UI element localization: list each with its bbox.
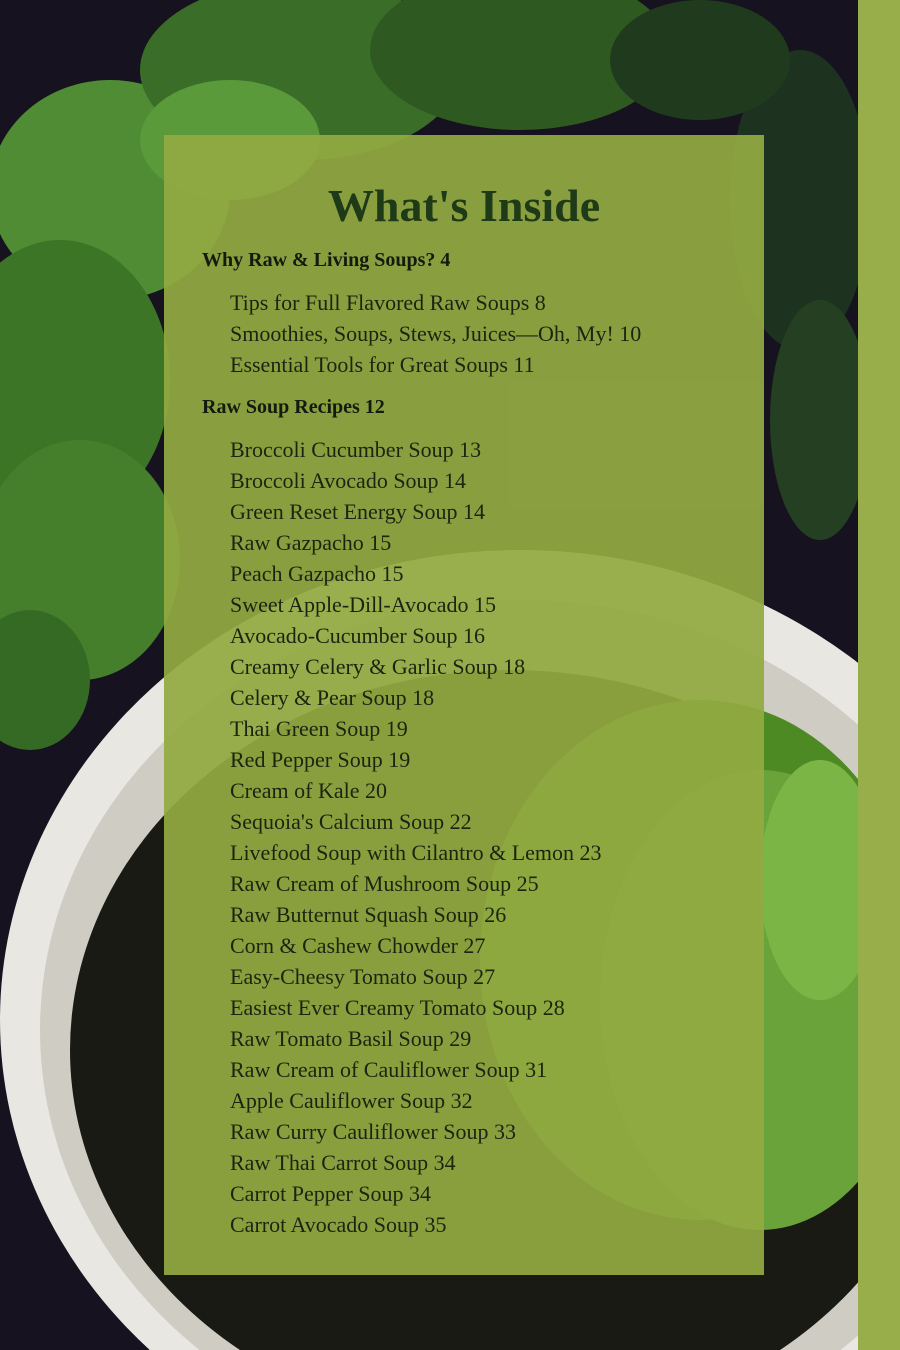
toc-entry: Broccoli Cucumber Soup 13 <box>230 437 482 462</box>
toc-entry: Easy-Cheesy Tomato Soup 27 <box>230 964 496 989</box>
toc-entry: Easiest Ever Creamy Tomato Soup 28 <box>230 995 565 1020</box>
toc-entry: Corn & Cashew Chowder 27 <box>230 933 486 958</box>
toc-entry: Smoothies, Soups, Stews, Juices—Oh, My! 10 <box>230 321 642 346</box>
toc-entry: Carrot Avocado Soup 35 <box>230 1212 447 1237</box>
toc-entry: Raw Thai Carrot Soup 34 <box>230 1150 456 1175</box>
section-heading-intro: Why Raw & Living Soups? 4 <box>202 249 451 271</box>
toc-entry: Raw Butternut Squash Soup 26 <box>230 902 507 927</box>
side-stripe <box>858 0 900 1350</box>
toc-entry: Thai Green Soup 19 <box>230 716 408 741</box>
toc-entry: Raw Cream of Cauliflower Soup 31 <box>230 1057 548 1082</box>
toc-entry: Apple Cauliflower Soup 32 <box>230 1088 473 1113</box>
toc-entry: Raw Curry Cauliflower Soup 33 <box>230 1119 516 1144</box>
toc-entry: Raw Tomato Basil Soup 29 <box>230 1026 472 1051</box>
toc-entry: Broccoli Avocado Soup 14 <box>230 468 467 493</box>
toc-entry: Sweet Apple-Dill-Avocado 15 <box>230 592 496 617</box>
contents-panel <box>164 135 764 1275</box>
toc-entry: Livefood Soup with Cilantro & Lemon 23 <box>230 840 602 865</box>
page-title: What's Inside <box>327 180 601 231</box>
toc-entry: Avocado-Cucumber Soup 16 <box>230 623 485 648</box>
toc-entry: Raw Gazpacho 15 <box>230 530 392 555</box>
toc-entry: Tips for Full Flavored Raw Soups 8 <box>230 290 546 315</box>
toc-entry: Essential Tools for Great Soups 11 <box>230 352 535 377</box>
section-heading-recipes: Raw Soup Recipes 12 <box>202 396 385 418</box>
recipe-entries <box>230 434 602 1240</box>
intro-entries <box>230 287 641 380</box>
toc-entry: Creamy Celery & Garlic Soup 18 <box>230 654 526 679</box>
toc-entry: Raw Cream of Mushroom Soup 25 <box>230 871 539 896</box>
toc-entry: Cream of Kale 20 <box>230 778 387 803</box>
toc-entry: Peach Gazpacho 15 <box>230 561 404 586</box>
toc-entry: Sequoia's Calcium Soup 22 <box>230 809 472 834</box>
toc-entry: Celery & Pear Soup 18 <box>230 685 435 710</box>
toc-entry: Red Pepper Soup 19 <box>230 747 411 772</box>
toc-entry: Green Reset Energy Soup 14 <box>230 499 485 524</box>
toc-entry: Carrot Pepper Soup 34 <box>230 1181 432 1206</box>
